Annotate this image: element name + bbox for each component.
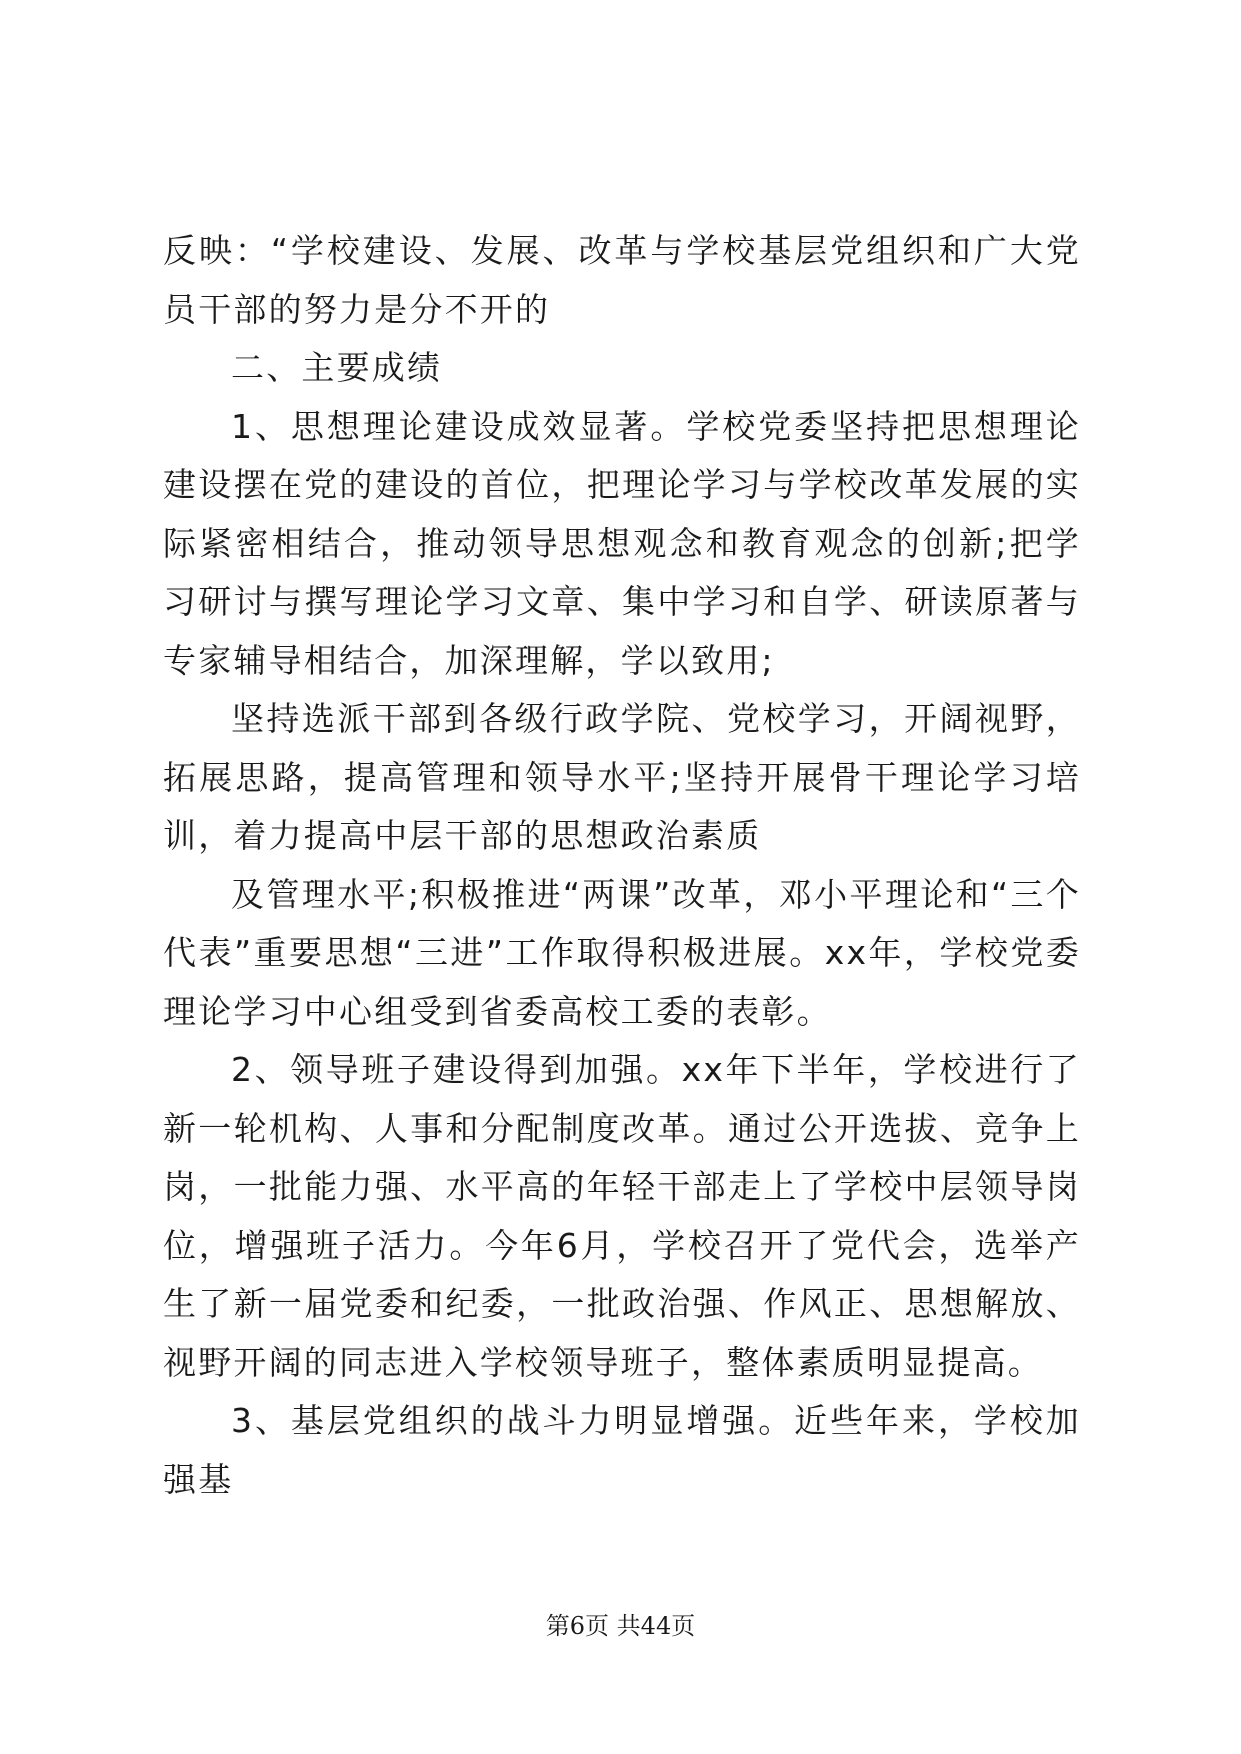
paragraph-6: 3、基层党组织的战斗力明显增强。近些年来，学校加强基 (163, 1401, 1081, 1499)
page-number: 第6页 共44页 (545, 1612, 696, 1640)
section-heading: 二、主要成绩 (231, 348, 443, 387)
document-body (163, 222, 1081, 1509)
paragraph-3: 坚持选派干部到各级行政学院、党校学习，开阔视野，拓展思路，提高管理和领导水平;坚持开展骨干理论学习培训，着力提高中层干部的思想政治素质 (163, 699, 1081, 855)
paragraph-5: 2、领导班子建设得到加强。xx年下半年，学校进行了新一轮机构、人事和分配制度改革。通过公开选拔、竞争上岗，一批能力强、水平高的年轻干部走上了学校中层领导岗位，增强班子活力。今年6月，学校召开了党代会，选举产生了新一届党委和纪委，一批政治强、作风正、思想解放、视野开阔的同志进入学校领导班子，整体素质明显提高。 (163, 1050, 1081, 1382)
paragraph-1: 反映：“学校建设、发展、改革与学校基层党组织和广大党员干部的努力是分不开的 (163, 231, 1081, 329)
paragraph-4: 及管理水平;积极推进“两课”改革，邓小平理论和“三个代表”重要思想“三进”工作取得积极进展。xx年，学校党委理论学习中心组受到省委高校工委的表彰。 (163, 874, 1081, 1031)
paragraph-2: 1、思想理论建设成效显著。学校党委坚持把思想理论建设摆在党的建设的首位，把理论学习与学校改革发展的实际紧密相结合，推动领导思想观念和教育观念的创新;把学习研讨与撰写理论学习文章、集中学习和自学、研读原著与专家辅导相结合，加深理解，学以致用; (163, 406, 1081, 680)
